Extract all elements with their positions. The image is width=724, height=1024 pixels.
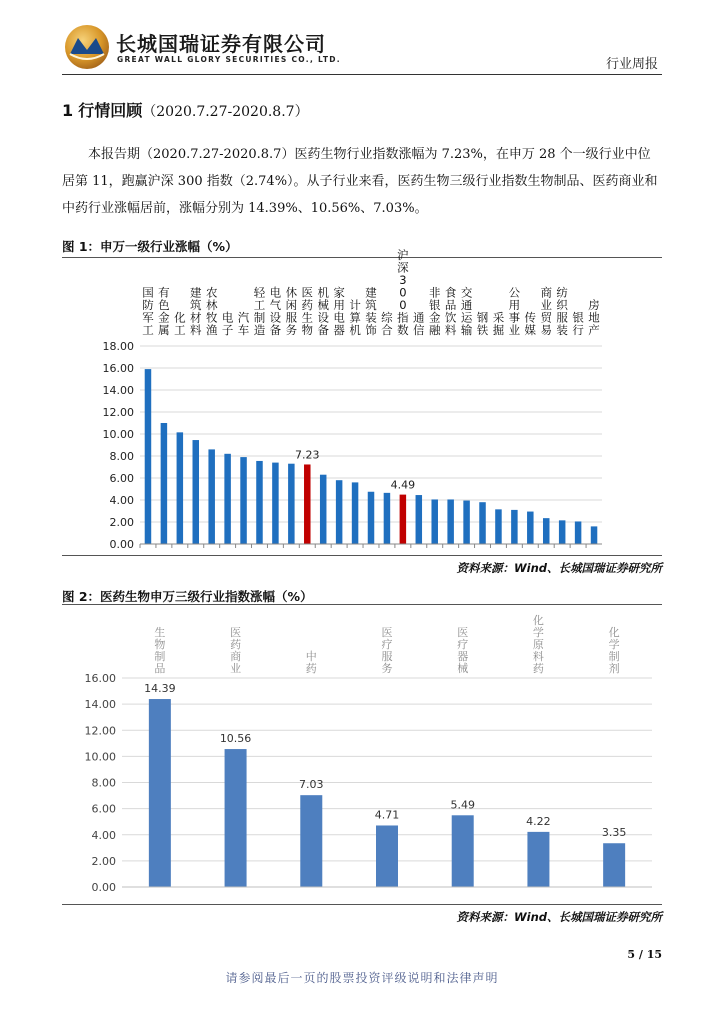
x-category-char: 事: [508, 310, 521, 325]
x-category-char: 金: [428, 310, 441, 325]
x-category-char: 牧: [205, 310, 218, 325]
x-category-char: 纺: [556, 285, 568, 300]
bar: [193, 440, 200, 544]
section-heading: 行情回顾: [78, 101, 143, 120]
bar: [543, 518, 550, 544]
figure1-source: 资料来源：Wind、长城国瑞证券研究所: [456, 561, 662, 575]
x-category-char: 筑: [190, 298, 202, 312]
x-category-label: [286, 286, 298, 338]
x-category-label: [509, 286, 521, 338]
x-category-char: 药: [532, 662, 544, 675]
x-category-char: 化: [532, 614, 544, 627]
figure2-top-rule: [62, 604, 662, 605]
x-category-char: 装: [365, 310, 377, 325]
bar: [272, 463, 279, 544]
x-category-char: 服: [381, 650, 393, 663]
bar: [256, 461, 263, 544]
paragraph-text: 本报告期（2020.7.27-2020.8.7）医药生物行业指数涨幅为 7.23%，在申万 28 个一级行业中位居第 11，跑赢沪深 300 指数（2.74%）。从子行业来看，医药生物三级行业指数生物制品、医药商业和中药行业涨幅居前，涨幅分别为 14.39%、10.56%、7.03%。: [62, 147, 658, 216]
x-category-char: 医: [301, 285, 314, 300]
x-category-label: [477, 311, 489, 338]
data-label: 3.35: [601, 826, 627, 840]
x-category-char: 地: [588, 310, 600, 325]
bar: [225, 749, 247, 887]
x-category-char: 务: [381, 662, 393, 675]
x-category-char: 药: [305, 662, 317, 675]
x-category-label: [413, 311, 425, 338]
x-category-char: 金: [158, 310, 170, 325]
x-category-label: [206, 286, 218, 338]
x-category-label: [142, 286, 154, 338]
x-category-char: 银: [428, 298, 441, 312]
x-category-char: 数: [397, 323, 409, 337]
x-category-char: 非: [428, 285, 441, 300]
x-category-label: [540, 286, 552, 338]
x-category-char: 融: [428, 323, 441, 337]
section-title: [62, 98, 309, 121]
x-category-char: 饰: [365, 323, 377, 337]
x-category-char: 子: [221, 323, 234, 337]
bar: [447, 499, 454, 544]
review-paragraph: [62, 141, 662, 222]
bar: [416, 495, 423, 544]
data-label: 4.22: [526, 814, 551, 828]
y-tick-label: 6.00: [109, 472, 134, 485]
x-category-label: [556, 286, 568, 338]
x-category-label: [317, 286, 329, 338]
x-category-char: 气: [269, 298, 282, 312]
x-category-label: [365, 286, 377, 338]
x-category-char: 药: [230, 638, 242, 651]
x-category-label: [158, 286, 170, 338]
y-tick-label: 2.00: [109, 516, 134, 529]
figure1-chart: [62, 248, 662, 554]
bar: [288, 464, 295, 544]
x-category-label: [572, 311, 584, 338]
data-label: 4.71: [374, 808, 400, 822]
x-category-char: 0: [399, 298, 407, 312]
x-category-char: 器: [457, 650, 469, 663]
x-category-char: 织: [556, 298, 568, 312]
bar: [145, 369, 152, 544]
x-category-char: 家: [333, 285, 345, 300]
x-category-char: 务: [285, 323, 298, 337]
x-category-label: [525, 311, 537, 338]
x-category-label: [609, 625, 620, 675]
x-category-char: 林: [205, 298, 218, 312]
figure1-bottom-rule: [62, 555, 662, 556]
x-category-char: 银: [572, 310, 584, 325]
x-category-char: 疗: [381, 638, 393, 651]
x-category-char: 贸: [540, 310, 552, 325]
bar: [161, 423, 168, 544]
x-category-char: 服: [556, 310, 568, 325]
x-category-char: 制: [608, 650, 620, 663]
y-tick-label: 12.00: [102, 406, 134, 419]
bar: [304, 464, 311, 544]
bar: [575, 521, 582, 544]
x-category-char: 装: [556, 323, 568, 337]
y-tick-label: 8.00: [109, 450, 134, 463]
x-category-char: 算: [349, 310, 361, 325]
data-label: 10.56: [219, 732, 252, 746]
bar: [559, 520, 566, 544]
x-category-char: 材: [190, 310, 202, 325]
y-tick-label: 6.00: [91, 802, 116, 816]
x-category-label: [306, 649, 317, 675]
x-category-char: 中: [305, 650, 317, 663]
x-category-char: 设: [317, 310, 329, 325]
x-category-char: 属: [158, 323, 170, 337]
bar: [224, 454, 231, 544]
x-category-char: 综: [381, 310, 393, 325]
x-category-char: 铁: [476, 323, 489, 337]
x-category-label: [457, 626, 468, 675]
x-category-label: [461, 286, 473, 338]
y-tick-label: 10.00: [84, 750, 116, 764]
data-label: 14.39: [144, 682, 176, 696]
data-label: 7.23: [295, 448, 320, 462]
x-category-label: [381, 311, 393, 338]
x-category-char: 业: [230, 662, 242, 675]
bar: [495, 509, 502, 544]
x-category-char: 品: [154, 662, 166, 675]
page-number: 5 / 15: [627, 948, 662, 961]
x-category-char: 药: [301, 298, 314, 312]
bar: [463, 501, 470, 544]
x-category-char: 器: [333, 323, 345, 337]
x-category-char: 工: [142, 323, 154, 337]
x-category-char: 制: [154, 650, 166, 663]
x-category-label: [270, 286, 282, 338]
x-category-char: 饮: [444, 310, 457, 325]
figure1-top-rule: [62, 257, 662, 258]
x-category-char: 用: [333, 298, 345, 312]
x-category-char: 物: [154, 638, 166, 651]
x-category-char: 产: [588, 323, 600, 337]
y-tick-label: 2.00: [91, 854, 116, 868]
x-category-char: 机: [349, 323, 361, 337]
x-category-label: [302, 286, 314, 338]
x-category-char: 建: [365, 285, 377, 300]
bar: [384, 493, 391, 544]
y-tick-label: 8.00: [91, 776, 116, 790]
bar: [527, 832, 549, 887]
data-label: 7.03: [299, 778, 324, 792]
bar: [208, 449, 215, 544]
x-category-char: 剂: [608, 662, 620, 675]
x-category-char: 用: [508, 298, 521, 312]
figure2-chart: [62, 610, 662, 900]
bar: [452, 815, 474, 887]
x-category-char: 备: [317, 323, 329, 337]
x-category-label: [222, 311, 234, 338]
bar: [336, 480, 343, 544]
x-category-char: 原: [532, 638, 544, 651]
bar: [300, 795, 322, 887]
company-name-en: GREAT WALL GLORY SECURITIES CO., LTD.: [117, 55, 341, 64]
x-category-label: [254, 286, 266, 338]
x-category-char: 通: [413, 310, 425, 325]
x-category-char: 生: [154, 626, 166, 639]
x-category-char: 学: [532, 626, 544, 639]
x-category-char: 造: [253, 323, 266, 337]
figure2-title: 图 2：医药生物申万三级行业指数涨幅（%）: [62, 589, 313, 604]
header-divider: [62, 74, 662, 75]
x-category-char: 工: [174, 323, 186, 337]
x-category-char: 疗: [457, 638, 469, 651]
figure2-source: 资料来源：Wind、长城国瑞证券研究所: [456, 910, 662, 924]
x-category-char: 国: [142, 285, 154, 300]
y-tick-label: 18.00: [102, 340, 134, 353]
x-category-char: 料: [190, 323, 202, 337]
figure2-bottom-rule: [62, 904, 662, 905]
x-category-char: 采: [492, 310, 505, 325]
page-header: [0, 0, 724, 80]
bar: [368, 492, 375, 544]
x-category-char: 防: [142, 298, 154, 312]
section-number: 1: [62, 101, 74, 120]
bar: [240, 457, 247, 544]
x-category-char: 0: [399, 285, 407, 300]
x-category-char: 业: [508, 323, 521, 337]
y-tick-label: 14.00: [84, 698, 116, 712]
x-category-char: 服: [285, 310, 298, 325]
x-category-label: [190, 286, 202, 338]
x-category-char: 渔: [205, 323, 218, 337]
x-category-char: 行: [572, 323, 584, 337]
x-category-char: 休: [285, 285, 298, 300]
x-category-char: 计: [349, 298, 361, 312]
x-category-char: 易: [540, 323, 552, 337]
x-category-char: 械: [457, 662, 469, 675]
x-category-char: 生: [301, 310, 314, 325]
x-category-char: 色: [158, 298, 170, 312]
x-category-label: [230, 626, 241, 675]
y-tick-label: 14.00: [102, 384, 134, 397]
bar: [511, 510, 517, 544]
x-category-char: 品: [444, 298, 457, 312]
x-category-char: 械: [317, 298, 329, 312]
x-category-label: [349, 298, 361, 337]
bar: [603, 843, 625, 887]
y-tick-label: 0.00: [109, 538, 134, 551]
x-category-char: 制: [253, 310, 266, 325]
x-category-label: [382, 626, 393, 675]
x-category-char: 商: [230, 650, 242, 663]
x-category-char: 公: [508, 285, 521, 300]
x-category-char: 机: [317, 285, 329, 300]
bar: [527, 512, 534, 544]
x-category-char: 汽: [237, 310, 250, 325]
x-category-char: 医: [230, 626, 242, 639]
x-category-label: [238, 311, 250, 338]
x-category-char: 输: [460, 323, 473, 337]
bar: [177, 432, 184, 544]
x-category-char: 钢: [476, 310, 489, 325]
x-category-char: 设: [269, 310, 282, 325]
x-category-char: 3: [399, 273, 407, 287]
y-tick-label: 4.00: [91, 828, 116, 842]
x-category-char: 媒: [524, 323, 537, 337]
x-category-label: [174, 311, 186, 338]
x-category-char: 建: [190, 285, 202, 300]
x-category-char: 传: [524, 310, 537, 325]
bar: [431, 499, 438, 544]
x-category-char: 交: [460, 285, 473, 300]
data-label: 4.49: [390, 478, 416, 492]
x-category-char: 军: [142, 310, 154, 325]
x-category-char: 电: [333, 310, 345, 325]
x-category-char: 备: [269, 323, 282, 337]
x-category-label: [533, 613, 544, 675]
x-category-char: 合: [381, 323, 393, 337]
y-tick-label: 16.00: [102, 362, 134, 375]
bar: [479, 502, 486, 544]
x-category-char: 料: [444, 323, 457, 337]
bar: [400, 495, 407, 544]
bar: [320, 475, 327, 544]
document-type: 行业周报: [605, 57, 658, 72]
x-category-char: 化: [608, 626, 620, 639]
x-category-char: 运: [460, 310, 473, 325]
data-label: 5.49: [450, 798, 475, 812]
x-category-char: 电: [221, 310, 234, 325]
x-category-label: [445, 286, 457, 338]
x-category-char: 沪: [397, 248, 409, 262]
x-category-char: 农: [205, 285, 218, 300]
x-category-char: 深: [397, 260, 409, 275]
x-category-char: 通: [460, 298, 473, 312]
x-category-char: 车: [237, 323, 250, 337]
x-category-label: [397, 248, 409, 337]
x-category-char: 业: [540, 298, 552, 312]
x-category-char: 闲: [285, 298, 298, 312]
x-category-char: 工: [253, 298, 266, 312]
footer-disclaimer: 请参阅最后一页的股票投资评级说明和法律声明: [225, 971, 499, 985]
y-tick-label: 0.00: [91, 881, 116, 894]
x-category-char: 电: [269, 285, 282, 300]
y-tick-label: 16.00: [84, 672, 116, 685]
x-category-char: 轻: [253, 285, 266, 300]
bar: [591, 526, 598, 544]
x-category-char: 医: [381, 626, 393, 639]
x-category-char: 房: [588, 298, 600, 312]
x-category-char: 医: [457, 626, 469, 639]
x-category-label: [588, 298, 600, 337]
bar: [149, 699, 171, 887]
y-tick-label: 12.00: [84, 724, 116, 738]
x-category-char: 学: [608, 638, 620, 651]
x-category-char: 化: [174, 310, 186, 325]
section-date-range: （2020.7.27-2020.8.7）: [142, 104, 309, 120]
x-category-char: 掘: [492, 323, 505, 337]
x-category-char: 筑: [365, 298, 377, 312]
bar: [352, 482, 359, 544]
y-tick-label: 4.00: [109, 494, 134, 507]
x-category-char: 料: [532, 650, 544, 663]
x-category-label: [429, 286, 441, 338]
x-category-char: 物: [301, 323, 314, 337]
bar: [376, 825, 398, 887]
x-category-label: [333, 286, 345, 338]
x-category-char: 食: [444, 285, 457, 300]
company-logo: [64, 24, 110, 70]
x-category-label: [154, 625, 165, 675]
x-category-char: 指: [397, 310, 409, 325]
x-category-label: [493, 311, 505, 338]
x-category-char: 商: [540, 285, 552, 300]
company-name-cn: 长城国瑞证券有限公司: [116, 32, 326, 56]
figure1-title: 图 1：申万一级行业涨幅（%）: [62, 239, 238, 254]
x-category-char: 信: [413, 323, 425, 337]
x-category-char: 有: [158, 285, 170, 300]
y-tick-label: 10.00: [102, 428, 134, 441]
